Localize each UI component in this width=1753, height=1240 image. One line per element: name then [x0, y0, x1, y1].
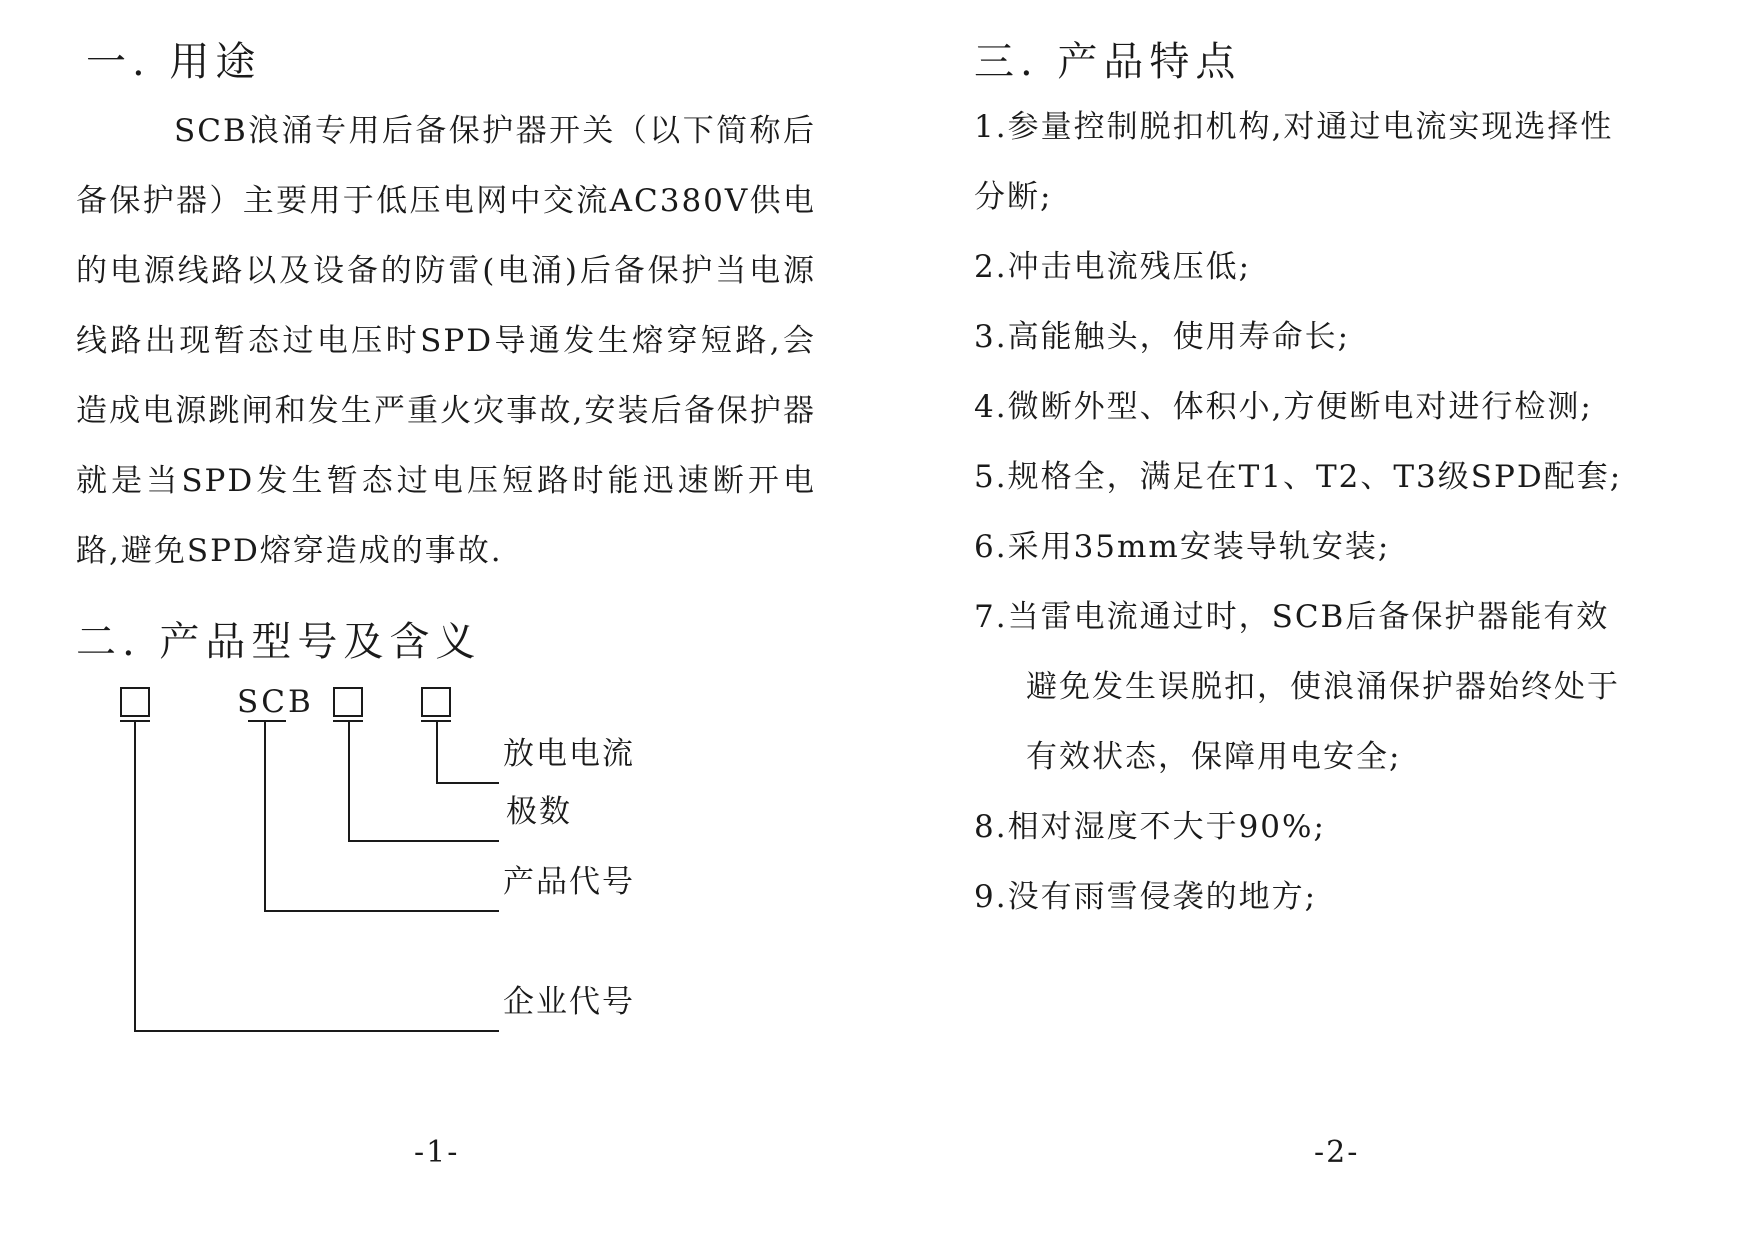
section-heading-features: 三. 产品特点 — [974, 39, 1242, 85]
feature-item-continuation: 避免发生误脱扣，使浪涌保护器始终处于 — [1026, 669, 1620, 705]
company-code-leader — [134, 1030, 499, 1032]
page-number: -2- — [1314, 1135, 1360, 1170]
label-company-code: 企业代号 — [503, 984, 635, 1020]
poles-box — [333, 687, 363, 717]
feature-item: 1.参量控制脱扣机构,对通过电流实现选择性 — [974, 109, 1614, 145]
company-code-stem — [134, 720, 136, 1030]
model-code-text: SCB — [237, 684, 314, 720]
page-right — [876, 0, 1753, 1240]
section-heading-usage: 一. 用途 — [86, 39, 262, 85]
feature-item-continuation: 有效状态，保障用电安全; — [1026, 739, 1402, 775]
discharge-box — [421, 687, 451, 717]
page-number: -1- — [414, 1135, 460, 1170]
poles-stem — [348, 720, 350, 840]
label-product-code: 产品代号 — [503, 864, 635, 900]
product-code-tick — [248, 720, 286, 722]
feature-item: 6.采用35mm安装导轨安装; — [974, 529, 1391, 565]
feature-item: 8.相对湿度不大于90%; — [974, 809, 1326, 845]
feature-item: 2.冲击电流残压低; — [974, 249, 1252, 285]
product-code-stem — [264, 720, 266, 910]
company-code-box — [120, 687, 150, 717]
discharge-leader — [436, 782, 499, 784]
poles-leader — [348, 840, 499, 842]
feature-item: 9.没有雨雪侵袭的地方; — [974, 879, 1318, 915]
feature-item: 7.当雷电流通过时，SCB后备保护器能有效 — [974, 599, 1610, 635]
feature-item: 3.高能触头，使用寿命长; — [974, 319, 1351, 355]
product-code-leader — [264, 910, 499, 912]
feature-item: 5.规格全，满足在T1、T2、T3级SPD配套; — [974, 459, 1623, 495]
label-discharge-current: 放电电流 — [503, 736, 635, 772]
page-left — [0, 0, 876, 1240]
model-diagram — [0, 670, 876, 1090]
feature-item: 分断; — [974, 179, 1053, 215]
feature-item: 4.微断外型、体积小,方便断电对进行检测; — [974, 389, 1593, 425]
section-heading-model: 二. 产品型号及含义 — [76, 619, 482, 665]
usage-paragraph: SCB浪涌专用后备保护器开关（以下简称后备保护器）主要用于低压电网中交流AC380V供电的电源线路以及设备的防雷(电涌)后备保护当电源线路出现暂态过电压时SPD导通发生熔穿短路,会造成电源跳闸和发生严重火灾事故,安装后备保护器就是当SPD发生暂态过电压短路时能迅速断开电路,避免SPD熔穿造成的事故. — [76, 113, 816, 569]
label-poles: 极数 — [506, 794, 572, 830]
discharge-stem — [436, 720, 438, 782]
